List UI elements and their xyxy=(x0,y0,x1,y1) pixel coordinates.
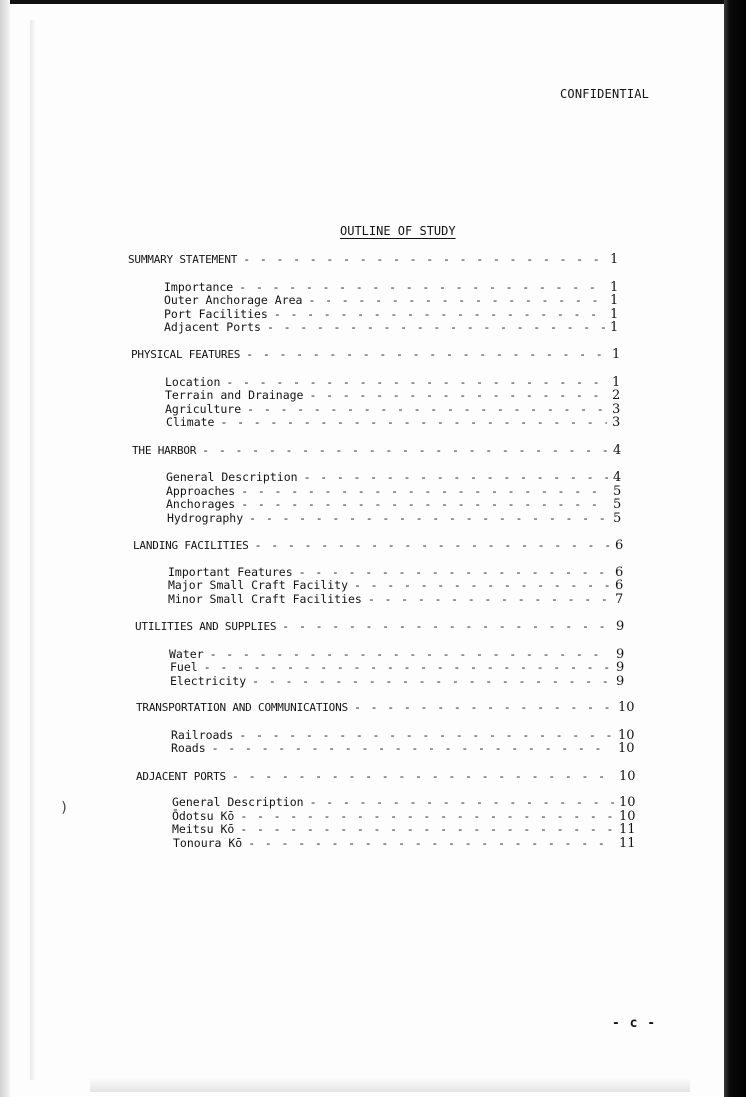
toc-leader-dashes xyxy=(239,728,613,742)
toc-entry-label: Roads xyxy=(171,741,206,755)
toc-section xyxy=(136,700,640,716)
toc-entry-label: Anchorages xyxy=(166,497,236,511)
toc-leader-dashes xyxy=(248,836,614,850)
toc-section-label: UTILITIES AND SUPPLIES xyxy=(135,620,277,633)
toc-page-number: 3 xyxy=(612,415,621,430)
toc-leader-dashes xyxy=(247,402,607,416)
toc-entry xyxy=(171,741,640,757)
toc-page-number: 1 xyxy=(610,280,619,295)
toc-page-number: 1 xyxy=(610,252,619,267)
toc-leader-dashes xyxy=(299,565,610,579)
scan-edge-top xyxy=(0,0,746,4)
toc-entry xyxy=(168,592,637,608)
toc-page-number: 9 xyxy=(616,647,625,662)
toc-leader-dashes xyxy=(243,252,605,266)
toc-section-label: ADJACENT PORTS xyxy=(136,770,226,783)
toc-entry-label: Meitsu Kō xyxy=(172,822,235,836)
toc-section xyxy=(128,252,632,268)
toc-page-number: 6 xyxy=(615,538,624,553)
toc-page-number: 6 xyxy=(615,578,624,593)
toc-page-number: 11 xyxy=(619,822,636,837)
toc-page-number: 5 xyxy=(613,484,622,499)
toc-leader-dashes xyxy=(354,578,610,592)
margin-mark: ) xyxy=(60,800,69,816)
toc-leader-dashes xyxy=(274,307,605,321)
toc-leader-dashes xyxy=(246,347,607,361)
toc-leader-dashes xyxy=(252,674,611,688)
toc-leader-dashes xyxy=(241,497,608,511)
toc-leader-dashes xyxy=(240,822,614,836)
toc-leader-dashes xyxy=(226,375,607,389)
toc-section xyxy=(132,443,635,459)
toc-page-number: 6 xyxy=(615,565,624,580)
toc-page-number: 9 xyxy=(616,674,625,689)
toc-entry-label: Location xyxy=(165,375,221,389)
toc-page-number: 5 xyxy=(613,497,622,512)
toc-leader-dashes xyxy=(308,293,605,307)
toc-page-number: 10 xyxy=(618,700,635,715)
page-shadow-bottom xyxy=(90,1078,690,1092)
toc-leader-dashes xyxy=(267,320,605,334)
toc-entry xyxy=(170,674,638,690)
toc-page-number: 10 xyxy=(619,809,636,824)
toc-page-number: 1 xyxy=(610,320,619,335)
toc-section xyxy=(131,347,634,363)
toc-entry-label: Hydrography xyxy=(167,511,244,525)
toc-page-number: 9 xyxy=(616,619,625,634)
toc-entry-label: Adjacent Ports xyxy=(164,320,261,334)
toc-leader-dashes xyxy=(240,809,614,823)
toc-leader-dashes xyxy=(249,511,608,525)
toc-entry xyxy=(164,320,632,336)
toc-page-number: 1 xyxy=(610,293,619,308)
toc-entry-label: Important Features xyxy=(168,565,293,579)
toc-section-label: SUMMARY STATEMENT xyxy=(128,253,238,266)
toc-page-number: 7 xyxy=(615,592,624,607)
toc-page-number: 11 xyxy=(619,836,636,851)
toc-entry-label: Ōdotsu Kō xyxy=(172,809,235,823)
toc-entry xyxy=(173,836,641,852)
scan-edge-left xyxy=(0,0,10,1097)
toc-entry xyxy=(167,511,635,527)
toc-leader-dashes xyxy=(309,388,607,402)
toc-page-number: 1 xyxy=(610,307,619,322)
toc-entry-label: Agriculture xyxy=(165,402,242,416)
toc-leader-dashes xyxy=(220,415,607,429)
toc-section-label: LANDING FACILITIES xyxy=(133,539,249,552)
toc-leader-dashes xyxy=(210,647,611,661)
toc-leader-dashes xyxy=(212,741,613,755)
toc-entry-label: Major Small Craft Facility xyxy=(168,578,349,592)
toc-page-number: 10 xyxy=(618,741,635,756)
toc-entry xyxy=(166,415,634,431)
toc-page-number: 2 xyxy=(612,388,621,403)
toc-page-number: 3 xyxy=(612,402,621,417)
toc-leader-dashes xyxy=(368,592,610,606)
toc-leader-dashes xyxy=(255,538,610,552)
toc-page-number: 1 xyxy=(612,347,621,362)
toc-page-number: 10 xyxy=(619,769,636,784)
toc-section xyxy=(136,769,641,785)
toc-page-number: 4 xyxy=(613,443,622,458)
toc-leader-dashes xyxy=(354,700,613,714)
classification-marking: CONFIDENTIAL xyxy=(560,87,650,101)
toc-entry-label: Fuel xyxy=(170,660,198,674)
toc-leader-dashes xyxy=(232,769,614,783)
toc-entry-label: Climate xyxy=(166,415,215,429)
page-shadow xyxy=(30,20,36,1080)
toc-entry-label: Minor Small Craft Facilities xyxy=(168,592,362,606)
toc-section-label: TRANSPORTATION AND COMMUNICATIONS xyxy=(136,701,348,714)
toc-page-number: 9 xyxy=(616,660,625,675)
toc-section-label: THE HARBOR xyxy=(132,444,197,457)
toc-page-number: 10 xyxy=(619,795,636,810)
toc-page-number: 5 xyxy=(613,511,622,526)
toc-entry-label: General Description xyxy=(166,470,298,484)
toc-leader-dashes xyxy=(282,619,611,633)
toc-leader-dashes xyxy=(310,795,614,809)
toc-entry-label: Tonoura Kō xyxy=(173,836,243,850)
page-title: OUTLINE OF STUDY xyxy=(340,224,456,238)
toc-leader-dashes xyxy=(304,470,608,484)
toc-entry-label: Importance xyxy=(164,280,234,294)
toc-entry-label: Railroads xyxy=(171,728,234,742)
toc-leader-dashes xyxy=(241,484,608,498)
toc-entry-label: Electricity xyxy=(170,674,247,688)
toc-page-number: 4 xyxy=(613,470,622,485)
toc-page-number: 1 xyxy=(612,375,621,390)
toc-section xyxy=(133,538,637,554)
toc-section-label: PHYSICAL FEATURES xyxy=(131,348,241,361)
toc-section xyxy=(135,619,638,635)
toc-leader-dashes xyxy=(204,660,611,674)
toc-entry-label: Port Facilities xyxy=(164,307,268,321)
toc-entry-label: Terrain and Drainage xyxy=(165,388,304,402)
toc-entry-label: Outer Anchorage Area xyxy=(164,293,303,307)
toc-leader-dashes xyxy=(239,280,605,294)
toc-entry-label: General Description xyxy=(172,795,304,809)
page-number: - c - xyxy=(612,1016,657,1031)
toc-page-number: 10 xyxy=(618,728,635,743)
toc-entry-label: Approaches xyxy=(166,484,236,498)
scan-edge-right xyxy=(724,0,746,1097)
toc-entry-label: Water xyxy=(169,647,204,661)
toc-leader-dashes xyxy=(202,443,608,457)
